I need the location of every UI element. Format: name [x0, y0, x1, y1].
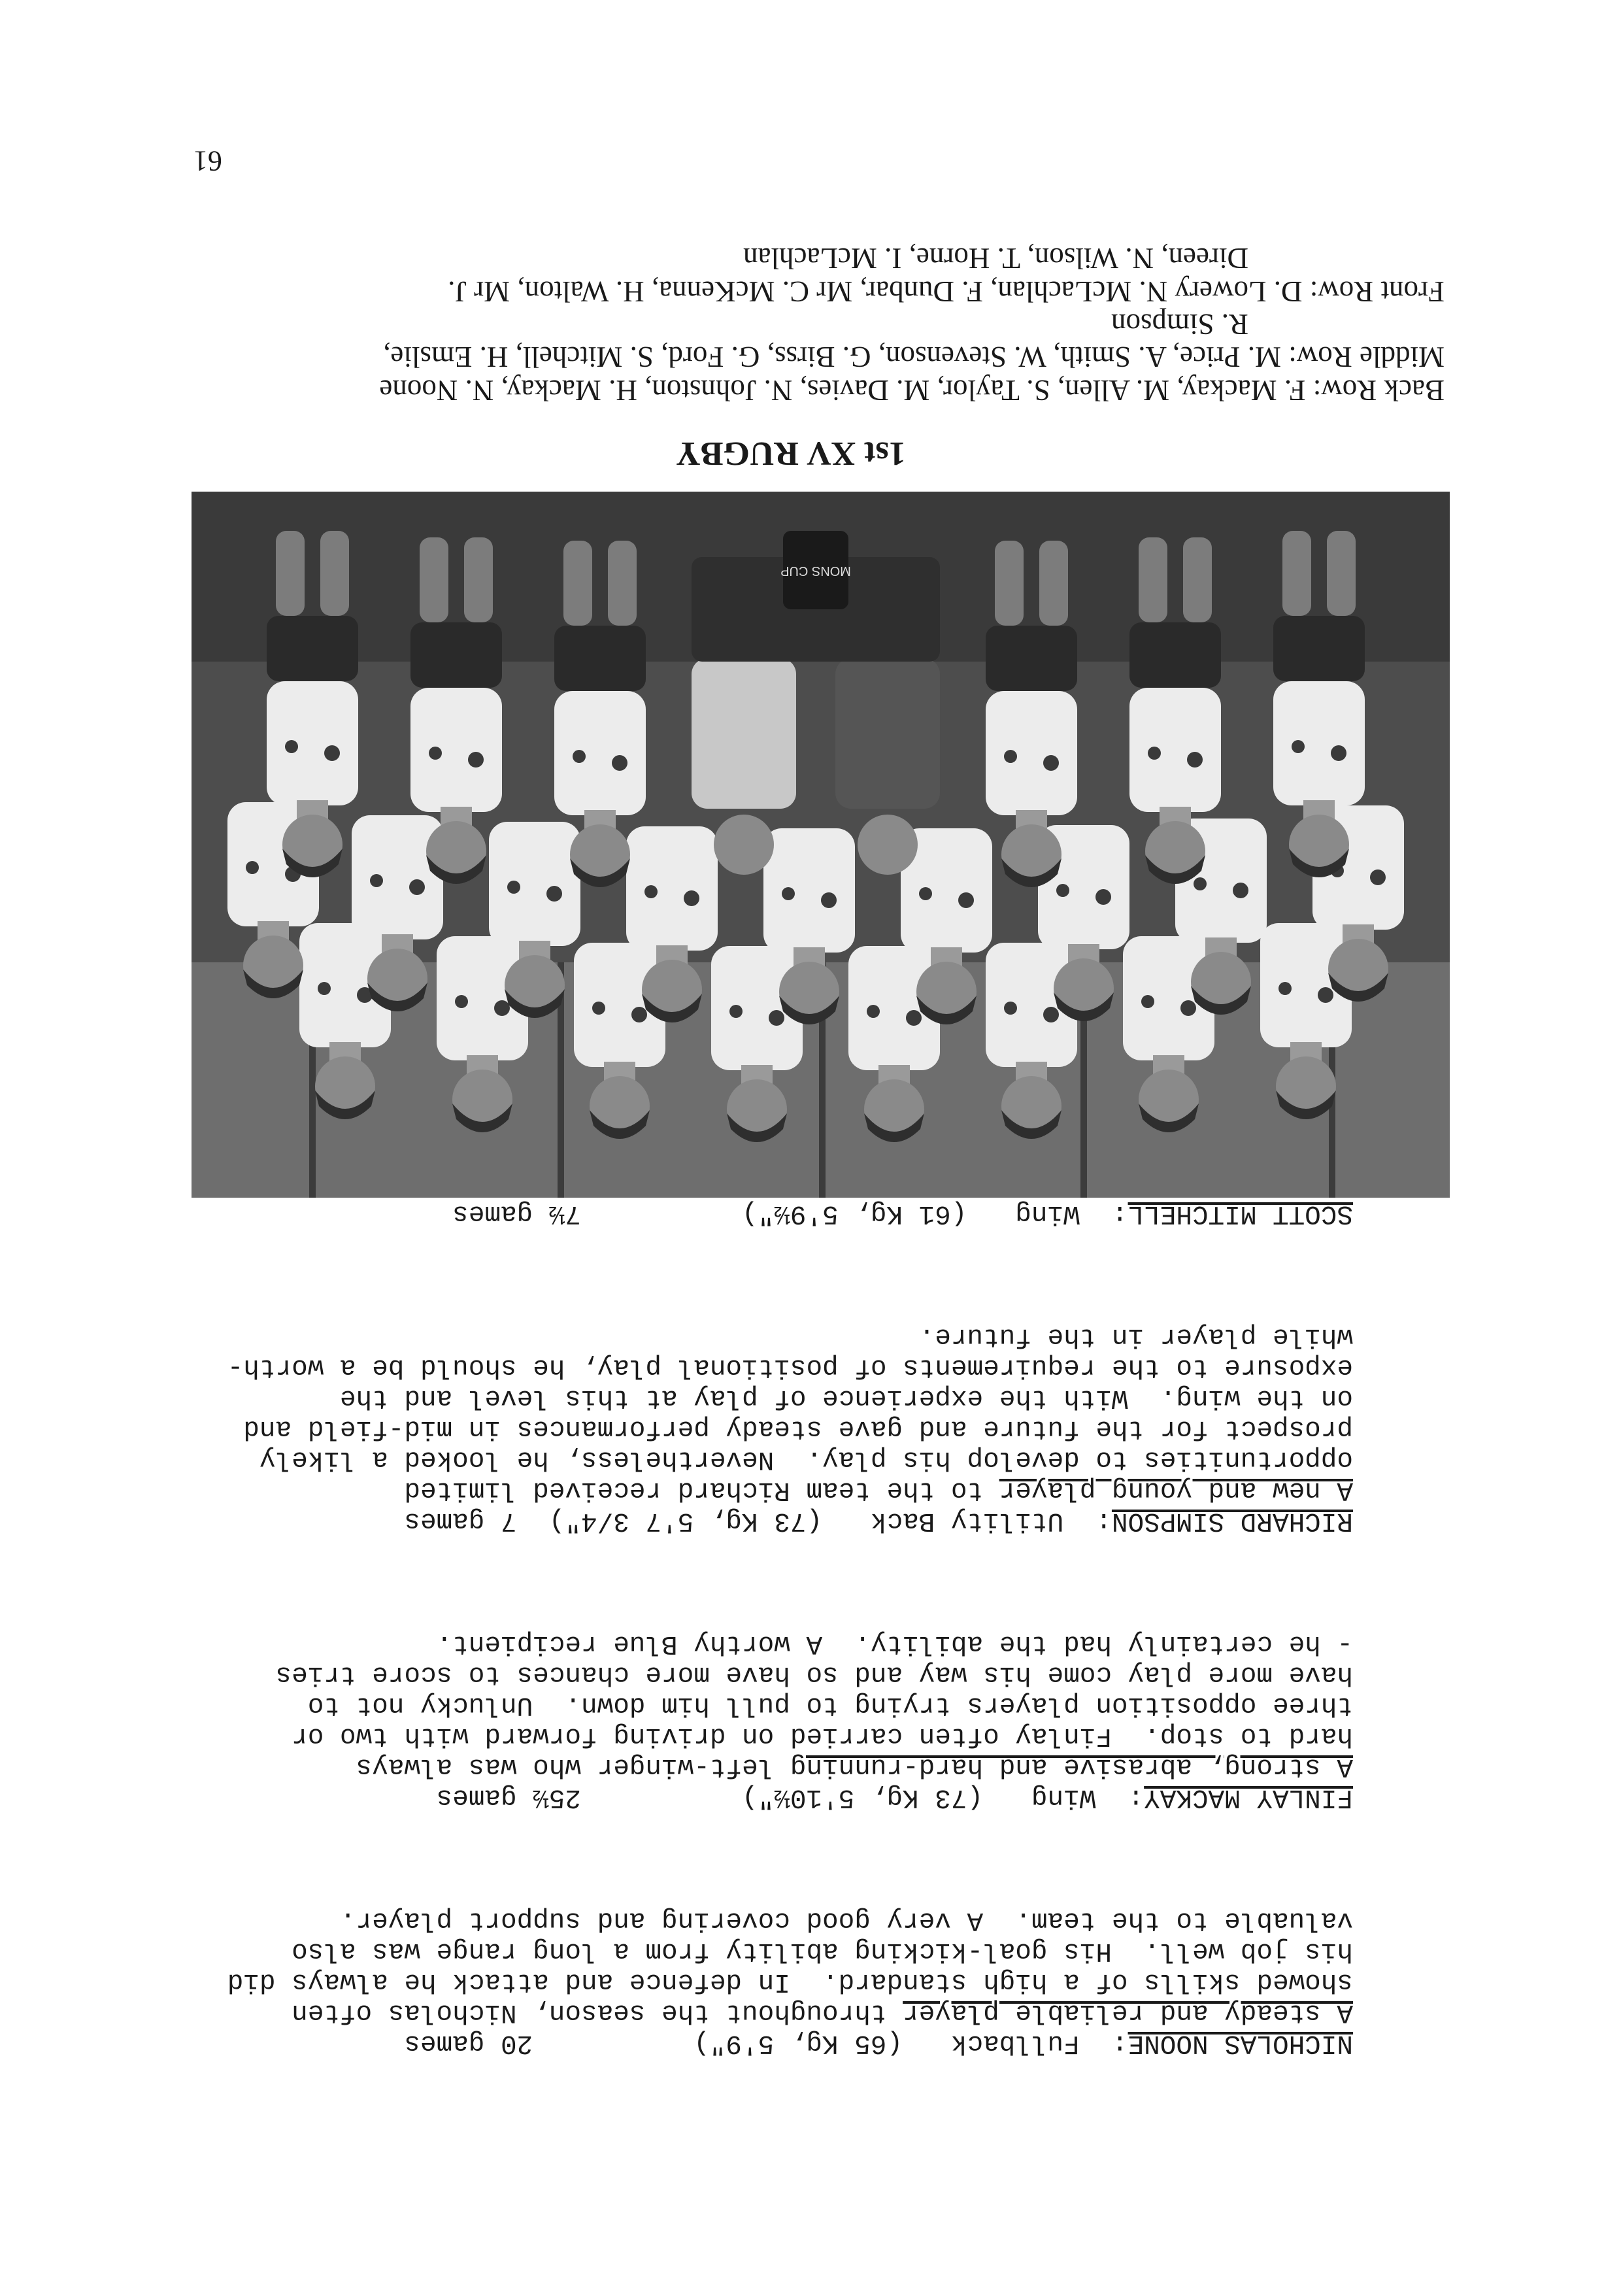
- entry-lead: A new and young player: [999, 1475, 1353, 1505]
- page-number: 61: [193, 145, 222, 177]
- player-name: NICHOLAS NOONE: [1128, 2028, 1353, 2058]
- entry-line: three opposition players trying to pull him down. Unlucky not to: [307, 1690, 1353, 1720]
- player-details: : Fullback (65 Kg, 5'9") 20 games: [404, 2028, 1128, 2058]
- caption-front-row-cont: Direen, N. Wilson, T. Horne, I. McLachlan: [743, 242, 1248, 275]
- caption-front-row: Front Row: D. Lowery N. McLachlan, F. Dunbar, Mr C. McKenna, H. Walton, Mr J.: [448, 275, 1445, 308]
- player-entry: [111, 1628, 1353, 1812]
- middle-row-players: [227, 802, 1404, 1024]
- entry-line: exposure to the requirements of positional play, he should be a worth-: [227, 1352, 1353, 1382]
- player-entry: [111, 1321, 1353, 1536]
- caption-back-row: Back Row: F. Mackay, M. Allen, S. Taylor, M. Davies, N. Johnston, H. Mackay, N. Noone: [379, 373, 1445, 407]
- entry-line: on the wing. With the experience of play at this level and the: [339, 1383, 1353, 1413]
- caption-title: 1st XV RUGBY: [676, 435, 906, 472]
- entry-line: showed skills of a high standard. In defence and attack he always did: [227, 1967, 1353, 1997]
- entry-lead: A strong, abrasive and hard-running: [790, 1751, 1353, 1781]
- player-details: : Wing (73 Kg, 5'10½") 25½ games: [436, 1782, 1145, 1812]
- entry-line: throughout the season, Nicholas often: [292, 1997, 903, 2027]
- entry-line: left-winger who was always: [356, 1751, 790, 1781]
- shield-text: MONS CUP: [780, 564, 851, 578]
- entry-line: opportunities to develop his play. Nevertheless, he looked a likely: [259, 1444, 1353, 1474]
- player-details: : Utility Back (73 Kg, 5'7 3/4") 7 games: [404, 1506, 1112, 1536]
- team-photo: [192, 492, 1450, 1198]
- entry-line: hard to stop. Finlay often carried on driving forward with two or: [292, 1721, 1353, 1751]
- entry-lead: A steady and reliable player: [903, 1997, 1353, 2027]
- entry-line: while player in the future.: [918, 1321, 1353, 1351]
- caption-middle-row-cont: R. Simpson: [1111, 307, 1248, 341]
- entry-line: his job well. His goal-kicking ability from a long range was also: [292, 1936, 1353, 1966]
- team-photo-image: [192, 492, 1450, 1198]
- player-entry: [111, 1904, 1353, 2058]
- entry-line: to the team Richard received limited: [404, 1475, 999, 1505]
- player-name: RICHARD SIMPSON: [1111, 1506, 1353, 1536]
- photo-caption: [137, 242, 1445, 472]
- entry-line: prospect for the future and gave steady performances in mid-field and: [243, 1413, 1353, 1443]
- player-name: SCOTT MITCHELL: [1128, 1198, 1353, 1228]
- entry-line: have more play come his way and so have more chances to score tries: [275, 1659, 1353, 1689]
- player-details: : Wing (61 Kg, 5'9½") 7½ games: [452, 1198, 1128, 1228]
- entry-line: - he certainly had the ability. A worthy Blue recipient.: [436, 1629, 1353, 1659]
- trophy-shield: [780, 531, 851, 609]
- caption-middle-row: Middle Row: M. Price, A. Smith, W. Stevenson, G. Birss, G. Ford, S. Mitchell, H. Emslie,: [383, 341, 1445, 374]
- entry-line: valuable to the team. A very good covering and support player.: [339, 1905, 1353, 1935]
- player-name: FINLAY MACKAY: [1144, 1782, 1353, 1812]
